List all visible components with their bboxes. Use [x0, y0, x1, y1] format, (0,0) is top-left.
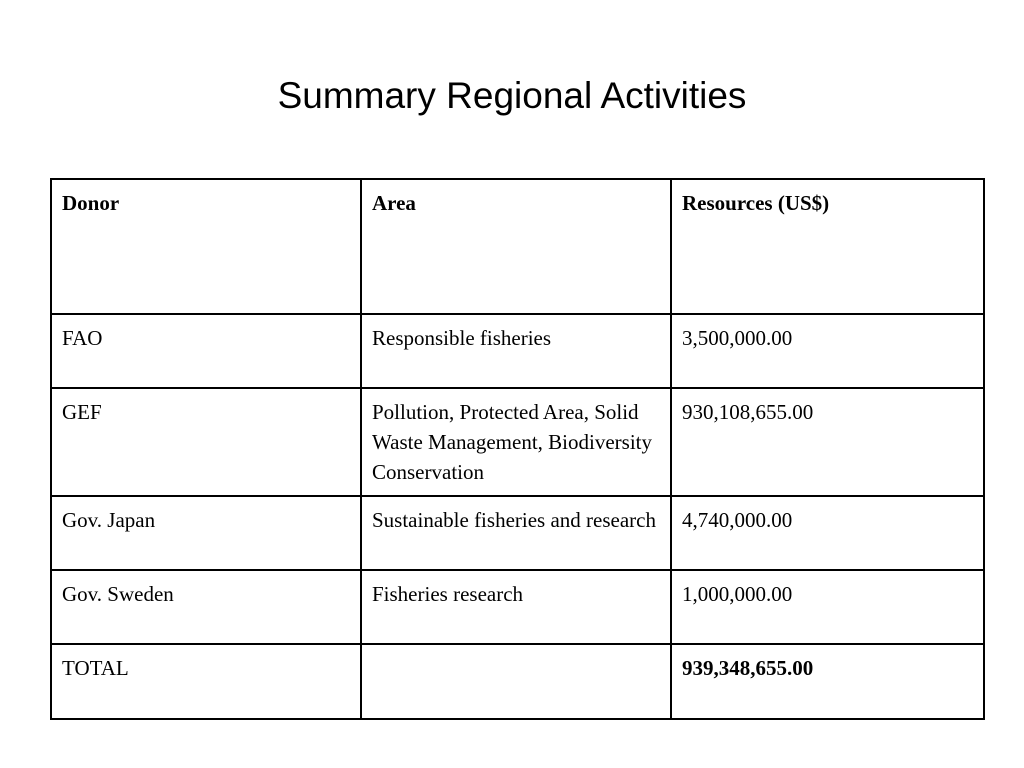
total-resources: 939,348,655.00	[671, 644, 984, 719]
cell-area: Sustainable fisheries and research	[361, 496, 671, 570]
cell-resources: 930,108,655.00	[671, 388, 984, 496]
table-row	[51, 496, 984, 570]
total-label: TOTAL	[51, 644, 361, 719]
header-resources: Resources (US$)	[671, 179, 984, 314]
header-donor: Donor	[51, 179, 361, 314]
slide-title: Summary Regional Activities	[277, 75, 747, 116]
cell-resources: 4,740,000.00	[671, 496, 984, 570]
table-total-row	[51, 644, 984, 719]
header-area: Area	[361, 179, 671, 314]
cell-donor: FAO	[51, 314, 361, 388]
cell-area: Responsible fisheries	[361, 314, 671, 388]
summary-table	[50, 178, 985, 720]
cell-donor: Gov. Japan	[51, 496, 361, 570]
table-header-row	[51, 179, 984, 314]
table-row	[51, 314, 984, 388]
cell-resources: 3,500,000.00	[671, 314, 984, 388]
cell-donor: Gov. Sweden	[51, 570, 361, 644]
table-row	[51, 570, 984, 644]
total-area	[361, 644, 671, 719]
cell-resources: 1,000,000.00	[671, 570, 984, 644]
cell-area: Pollution, Protected Area, Solid Waste Management, Biodiversity Conservation	[361, 388, 671, 496]
table-row	[51, 388, 984, 496]
cell-donor: GEF	[51, 388, 361, 496]
cell-area: Fisheries research	[361, 570, 671, 644]
